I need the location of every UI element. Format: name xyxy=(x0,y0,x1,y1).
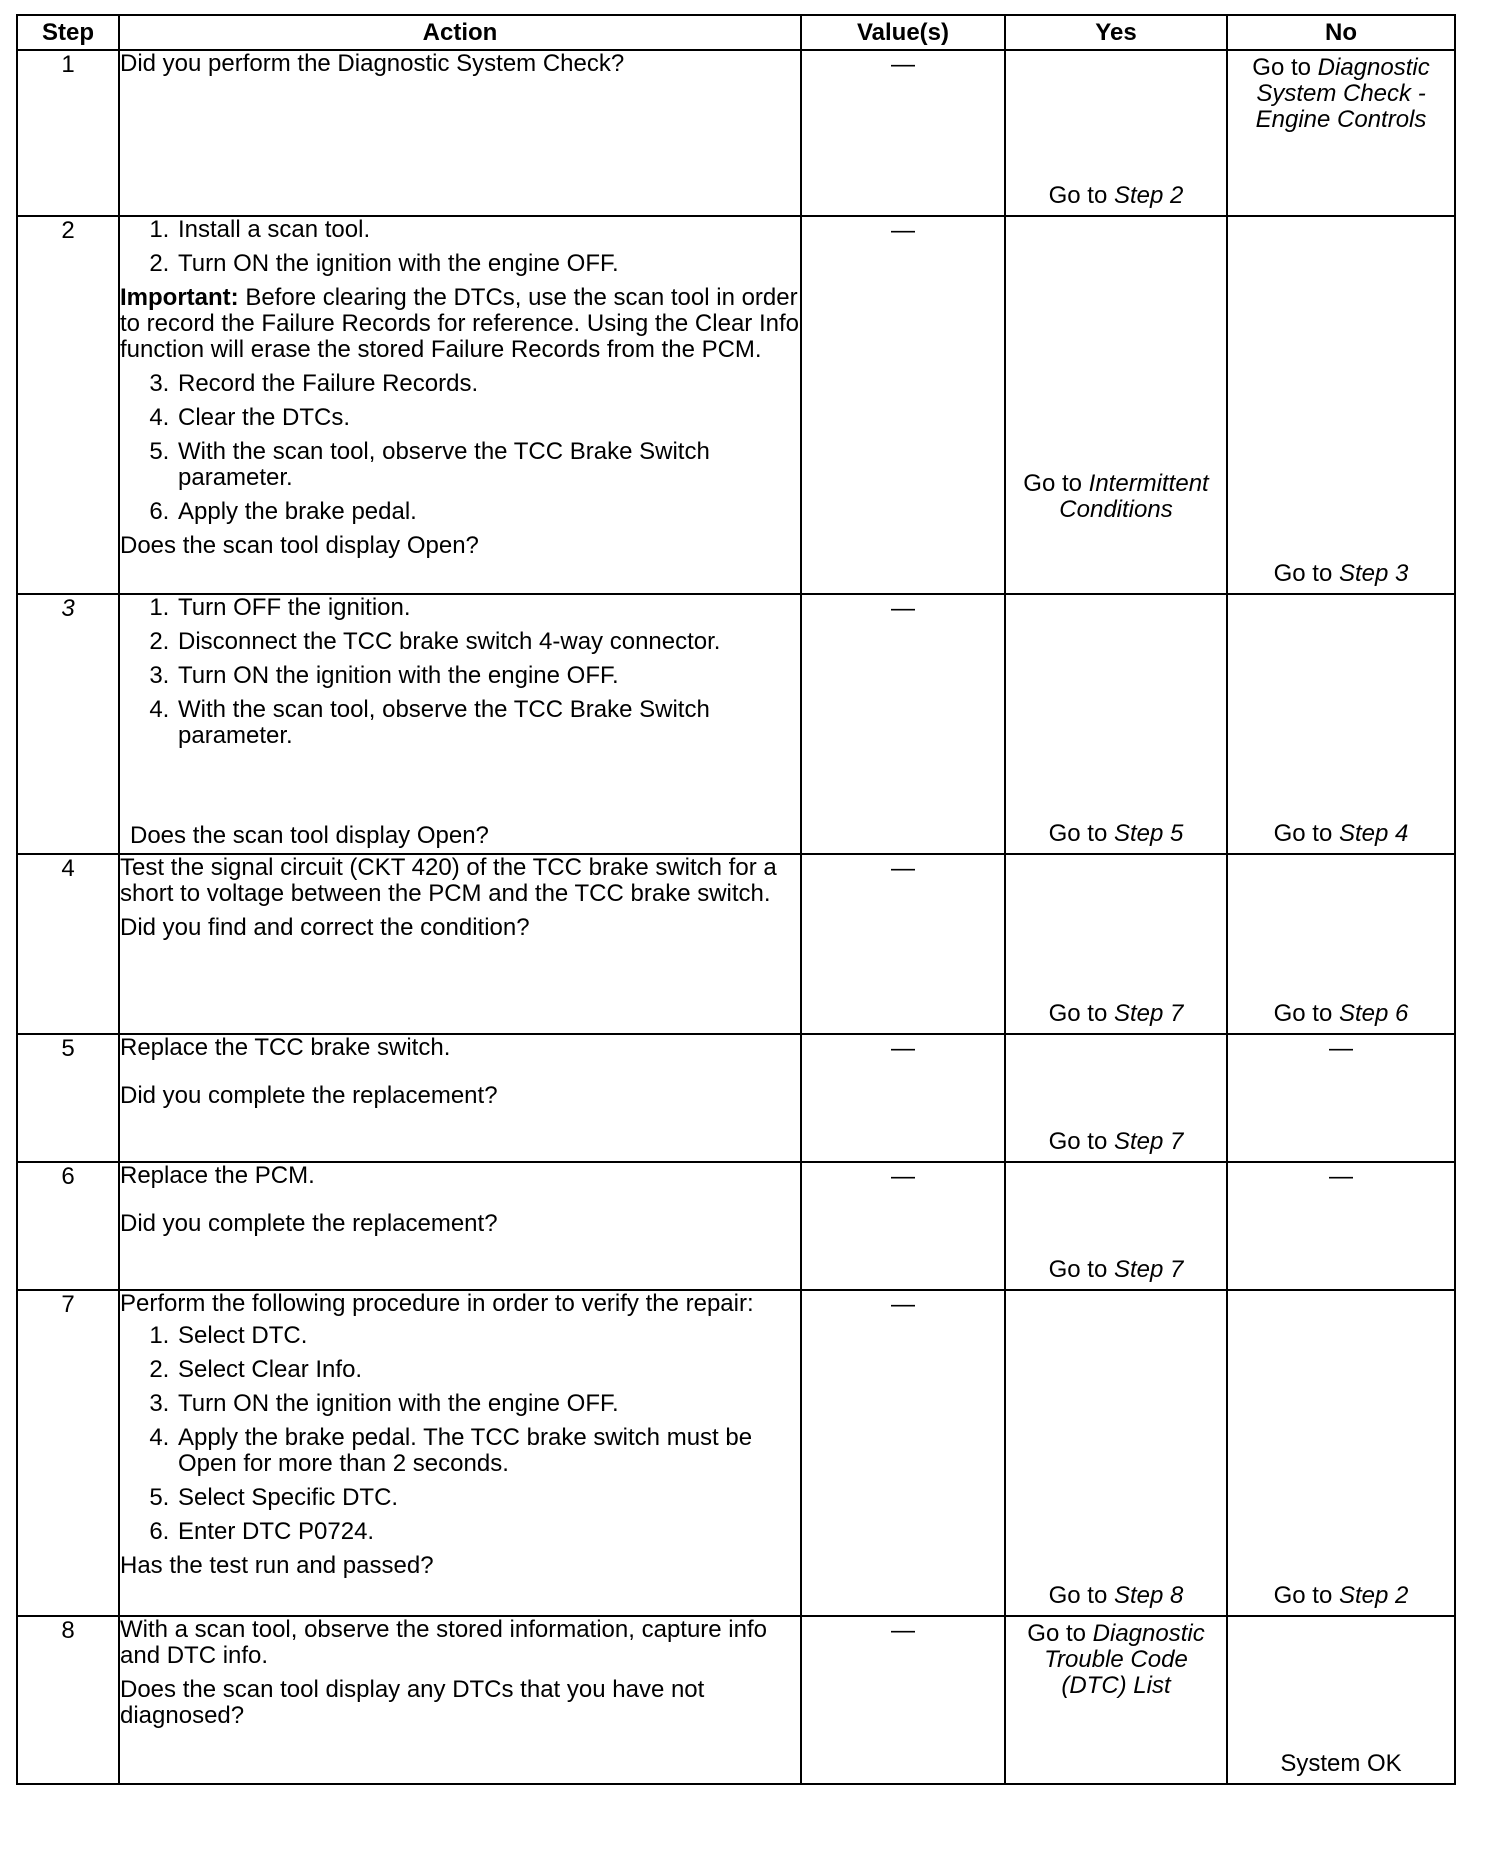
no-cell xyxy=(1227,594,1455,854)
no-reference: Step 4 xyxy=(1338,820,1409,847)
list-item: 4. Clear the DTCs. xyxy=(176,405,800,431)
list-item: 1. Install a scan tool. xyxy=(176,217,800,243)
no-result: System OK xyxy=(1280,1750,1402,1777)
action-text: Test the signal circuit (CKT 420) of the TCC brake switch for a short to voltage between the PCM and the TCC brake switch. xyxy=(120,854,777,907)
yes-instruction: Go to Step 2 xyxy=(1048,182,1184,209)
dash: — xyxy=(891,1617,915,1644)
no-reference: Step 6 xyxy=(1338,1000,1409,1027)
list-item: 3. Record the Failure Records. xyxy=(176,371,800,397)
dash: — xyxy=(891,1035,915,1062)
action-text: Perform the following procedure in order to verify the repair: xyxy=(120,1290,754,1317)
dash: — xyxy=(891,51,915,78)
step-number: 8 xyxy=(17,1616,119,1784)
value-cell xyxy=(801,594,1005,854)
list-item: 2. Disconnect the TCC brake switch 4-way connector. xyxy=(176,629,800,655)
step-number: 3 xyxy=(17,594,119,854)
list-item: 1. Select DTC. xyxy=(176,1323,800,1349)
list-item: 3. Turn ON the ignition with the engine OFF. xyxy=(176,1391,800,1417)
list-item: 2. Turn ON the ignition with the engine OFF. xyxy=(176,251,800,277)
no-instruction: Go to Step 4 xyxy=(1273,820,1409,847)
action-question: Does the scan tool display any DTCs that you have not diagnosed? xyxy=(120,1676,705,1729)
yes-instruction: Go to Step 7 xyxy=(1048,1256,1184,1283)
header-action: Action xyxy=(119,15,801,50)
yes-reference: Step 2 xyxy=(1113,182,1184,209)
no-instruction: Go to Diagnostic System Check - Engine Controls xyxy=(1252,54,1430,133)
step-number: 6 xyxy=(17,1162,119,1290)
yes-instruction: Go to Diagnostic Trouble Code (DTC) List xyxy=(1027,1620,1205,1699)
list-item: 3. Turn ON the ignition with the engine OFF. xyxy=(176,663,800,689)
table-row-step-7 xyxy=(17,1290,1455,1616)
header-step: Step xyxy=(17,15,119,50)
dash: — xyxy=(1329,1163,1353,1190)
list-item: 6. Apply the brake pedal. xyxy=(176,499,800,525)
yes-cell xyxy=(1005,1162,1227,1290)
list-item: 6. Enter DTC P0724. xyxy=(176,1519,800,1545)
table-row-step-2 xyxy=(17,216,1455,594)
no-reference: Step 3 xyxy=(1338,560,1409,587)
yes-instruction: Go to Step 7 xyxy=(1048,1000,1184,1027)
dash: — xyxy=(891,217,915,244)
action-cell xyxy=(119,216,801,594)
list-item: 5. Select Specific DTC. xyxy=(176,1485,800,1511)
yes-instruction: Go to Step 5 xyxy=(1048,820,1184,847)
yes-reference: Step 8 xyxy=(1113,1582,1184,1609)
step-number: 1 xyxy=(17,50,119,216)
list-item: 5. With the scan tool, observe the TCC Brake Switch parameter. xyxy=(176,439,800,491)
action-cell xyxy=(119,854,801,1034)
no-cell xyxy=(1227,1162,1455,1290)
table-row-step-5 xyxy=(17,1034,1455,1162)
yes-cell xyxy=(1005,1034,1227,1162)
yes-reference: Step 7 xyxy=(1113,1000,1184,1027)
value-cell xyxy=(801,216,1005,594)
value-cell xyxy=(801,1616,1005,1784)
action-cell xyxy=(119,1290,801,1616)
step-number: 2 xyxy=(17,216,119,594)
action-list xyxy=(120,371,800,525)
action-question: Does the scan tool display Open? xyxy=(130,822,489,849)
yes-cell xyxy=(1005,50,1227,216)
table-header xyxy=(17,15,1455,50)
no-cell xyxy=(1227,1616,1455,1784)
action-text: With a scan tool, observe the stored information, capture info and DTC info. xyxy=(120,1616,768,1669)
action-cell xyxy=(119,1162,801,1290)
no-cell xyxy=(1227,1034,1455,1162)
yes-instruction: Go to Step 8 xyxy=(1048,1582,1184,1609)
action-question: Did you perform the Diagnostic System Check? xyxy=(120,50,625,77)
dash: — xyxy=(891,855,915,882)
action-list xyxy=(120,1323,800,1545)
action-text: Replace the PCM. xyxy=(120,1162,315,1189)
value-cell xyxy=(801,50,1005,216)
no-cell xyxy=(1227,1290,1455,1616)
action-question: Did you complete the replacement? xyxy=(120,1210,498,1237)
yes-reference: Step 5 xyxy=(1113,820,1184,847)
dash: — xyxy=(891,1291,915,1318)
header-no: No xyxy=(1227,15,1455,50)
no-instruction: Go to Step 6 xyxy=(1273,1000,1409,1027)
important-label: Important: xyxy=(120,284,239,311)
dash: — xyxy=(891,1163,915,1190)
list-item: 1. Turn OFF the ignition. xyxy=(176,595,800,621)
header-yes: Yes xyxy=(1005,15,1227,50)
table-row-step-8 xyxy=(17,1616,1455,1784)
table-row-step-1 xyxy=(17,50,1455,216)
table-row-step-6 xyxy=(17,1162,1455,1290)
action-cell xyxy=(119,594,801,854)
no-cell xyxy=(1227,50,1455,216)
yes-reference: Step 7 xyxy=(1113,1128,1184,1155)
step-number: 4 xyxy=(17,854,119,1034)
action-question: Did you complete the replacement? xyxy=(120,1082,498,1109)
yes-reference: Intermittent Conditions xyxy=(1059,470,1209,523)
list-item: 4. With the scan tool, observe the TCC Brake Switch parameter. xyxy=(176,697,800,749)
diagnostic-table xyxy=(16,14,1456,1785)
yes-instruction: Go to Intermittent Conditions xyxy=(1023,470,1209,523)
no-reference: Diagnostic System Check - Engine Controls xyxy=(1255,54,1430,133)
yes-reference: Step 7 xyxy=(1113,1256,1184,1283)
yes-cell xyxy=(1005,594,1227,854)
list-item: 4. Apply the brake pedal. The TCC brake switch must be Open for more than 2 seconds. xyxy=(176,1425,800,1477)
action-cell xyxy=(119,1034,801,1162)
action-question: Has the test run and passed? xyxy=(120,1552,434,1579)
yes-cell xyxy=(1005,1616,1227,1784)
action-question: Does the scan tool display Open? xyxy=(120,532,479,559)
yes-cell xyxy=(1005,1290,1227,1616)
action-question: Did you find and correct the condition? xyxy=(120,914,530,941)
table-row-step-4 xyxy=(17,854,1455,1034)
yes-instruction: Go to Step 7 xyxy=(1048,1128,1184,1155)
list-item: 2. Select Clear Info. xyxy=(176,1357,800,1383)
action-cell xyxy=(119,50,801,216)
yes-cell xyxy=(1005,854,1227,1034)
yes-reference: Diagnostic Trouble Code (DTC) List xyxy=(1044,1620,1205,1699)
no-cell xyxy=(1227,854,1455,1034)
important-note xyxy=(120,285,800,363)
dash: — xyxy=(1329,1035,1353,1062)
step-number: 7 xyxy=(17,1290,119,1616)
action-list xyxy=(120,217,800,277)
value-cell xyxy=(801,1162,1005,1290)
action-cell xyxy=(119,1616,801,1784)
important-text: Before clearing the DTCs, use the scan tool in order to record the Failure Records for reference. Using the Clear Info function will erase the stored Failure Records from the PCM. xyxy=(120,284,799,363)
no-instruction: Go to Step 2 xyxy=(1273,1582,1409,1609)
action-list xyxy=(120,595,800,749)
no-reference: Step 2 xyxy=(1338,1582,1409,1609)
value-cell xyxy=(801,1290,1005,1616)
value-cell xyxy=(801,854,1005,1034)
no-cell xyxy=(1227,216,1455,594)
table-row-step-3 xyxy=(17,594,1455,854)
value-cell xyxy=(801,1034,1005,1162)
no-instruction: Go to Step 3 xyxy=(1273,560,1409,587)
action-text: Replace the TCC brake switch. xyxy=(120,1034,451,1061)
header-values: Value(s) xyxy=(801,15,1005,50)
step-number: 5 xyxy=(17,1034,119,1162)
yes-cell xyxy=(1005,216,1227,594)
dash: — xyxy=(891,595,915,622)
